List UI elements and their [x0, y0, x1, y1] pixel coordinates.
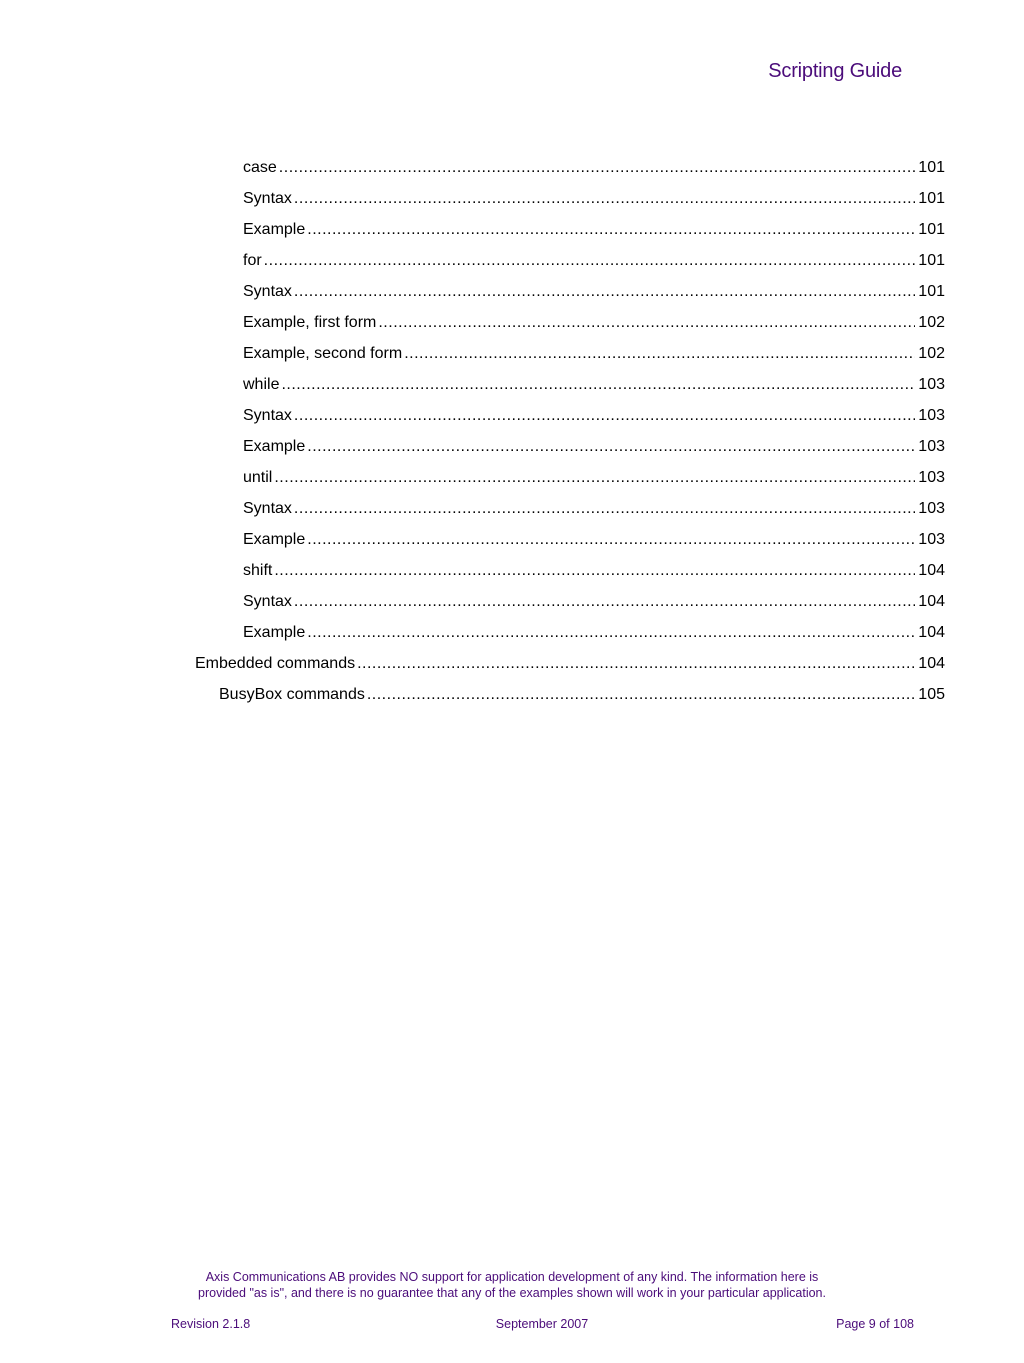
- toc-entry-page-number: 103: [918, 407, 945, 424]
- toc-entry-label: BusyBox commands: [219, 686, 365, 703]
- toc-entry-label: Syntax: [243, 283, 292, 300]
- toc-entry[interactable]: [243, 466, 945, 490]
- toc-entry-label: Example: [243, 531, 306, 548]
- toc-entry-page-number: 102: [918, 345, 945, 362]
- toc-entry-page-number: 103: [918, 438, 945, 455]
- toc-entry[interactable]: [195, 652, 945, 676]
- toc-leader-dots: [274, 559, 915, 583]
- toc-entry-page-number: 104: [918, 593, 945, 610]
- toc-entry-label: until: [243, 469, 273, 486]
- toc-leader-dots: [307, 218, 915, 242]
- toc-leader-dots: [294, 187, 915, 211]
- toc-leader-dots: [404, 342, 915, 366]
- toc-entry[interactable]: [243, 218, 945, 242]
- toc-leader-dots: [264, 249, 916, 273]
- toc-entry[interactable]: [243, 559, 945, 583]
- disclaimer-line-2: provided "as is", and there is no guarantee that any of the examples shown will work in your particular application.: [198, 1286, 826, 1300]
- toc-entry-page-number: 104: [918, 655, 945, 672]
- disclaimer: [0, 1269, 1024, 1301]
- footer-revision: Revision 2.1.8: [171, 1317, 251, 1331]
- toc-entry-label: case: [243, 159, 277, 176]
- toc-leader-dots: [294, 404, 915, 428]
- toc-entry-page-number: 105: [918, 686, 945, 703]
- toc-leader-dots: [307, 528, 915, 552]
- toc-entry-label: Syntax: [243, 190, 292, 207]
- toc-entry-page-number: 101: [918, 252, 945, 269]
- toc-entry-page-number: 101: [918, 283, 945, 300]
- toc-entry-label: Example, first form: [243, 314, 377, 331]
- toc-entry-label: Syntax: [243, 500, 292, 517]
- toc-entry[interactable]: [243, 187, 945, 211]
- toc-entry-label: Syntax: [243, 407, 292, 424]
- toc-entry-label: for: [243, 252, 262, 269]
- toc-entry-page-number: 101: [918, 221, 945, 238]
- toc-entry-label: Example: [243, 438, 306, 455]
- toc-entry[interactable]: [243, 404, 945, 428]
- toc-entry[interactable]: [243, 590, 945, 614]
- toc-leader-dots: [281, 373, 915, 397]
- toc-entry[interactable]: [243, 156, 945, 180]
- toc-entry-page-number: 103: [918, 469, 945, 486]
- toc-entry[interactable]: [219, 683, 945, 707]
- toc-entry[interactable]: [243, 435, 945, 459]
- toc-entry[interactable]: [243, 249, 945, 273]
- toc-entry-page-number: 102: [918, 314, 945, 331]
- toc-leader-dots: [279, 156, 916, 180]
- toc-entry[interactable]: [243, 280, 945, 304]
- toc-entry-page-number: 104: [918, 624, 945, 641]
- toc-entry-label: while: [243, 376, 280, 393]
- toc-entry-page-number: 101: [918, 159, 945, 176]
- toc-entry-page-number: 103: [918, 531, 945, 548]
- toc-entry-label: Embedded commands: [195, 655, 356, 672]
- toc-leader-dots: [294, 280, 915, 304]
- toc-entry-page-number: 103: [918, 500, 945, 517]
- toc-entry[interactable]: [243, 342, 945, 366]
- toc-entry[interactable]: [243, 621, 945, 645]
- toc-leader-dots: [294, 590, 915, 614]
- disclaimer-line-1: Axis Communications AB provides NO support for application development of any kind. The information here is: [205, 1270, 819, 1284]
- toc-leader-dots: [357, 652, 915, 676]
- toc-entry-page-number: 104: [918, 562, 945, 579]
- toc-entry[interactable]: [243, 497, 945, 521]
- toc-entry-label: Example, second form: [243, 345, 403, 362]
- footer-page-number: Page 9 of 108: [836, 1317, 914, 1331]
- toc-leader-dots: [307, 621, 915, 645]
- toc-entry-label: Example: [243, 221, 306, 238]
- toc-entry-label: shift: [243, 562, 273, 579]
- toc-leader-dots: [378, 311, 915, 335]
- toc-entry[interactable]: [243, 373, 945, 397]
- toc-entry-label: Syntax: [243, 593, 292, 610]
- toc-leader-dots: [274, 466, 915, 490]
- toc-entry[interactable]: [243, 528, 945, 552]
- page-header-title: Scripting Guide: [768, 60, 902, 82]
- footer-date: September 2007: [495, 1317, 589, 1331]
- toc-entry-page-number: 103: [918, 376, 945, 393]
- toc-entry[interactable]: [243, 311, 945, 335]
- toc-leader-dots: [367, 683, 915, 707]
- toc-leader-dots: [294, 497, 915, 521]
- toc-entry-label: Example: [243, 624, 306, 641]
- toc-leader-dots: [307, 435, 915, 459]
- toc-entry-page-number: 101: [918, 190, 945, 207]
